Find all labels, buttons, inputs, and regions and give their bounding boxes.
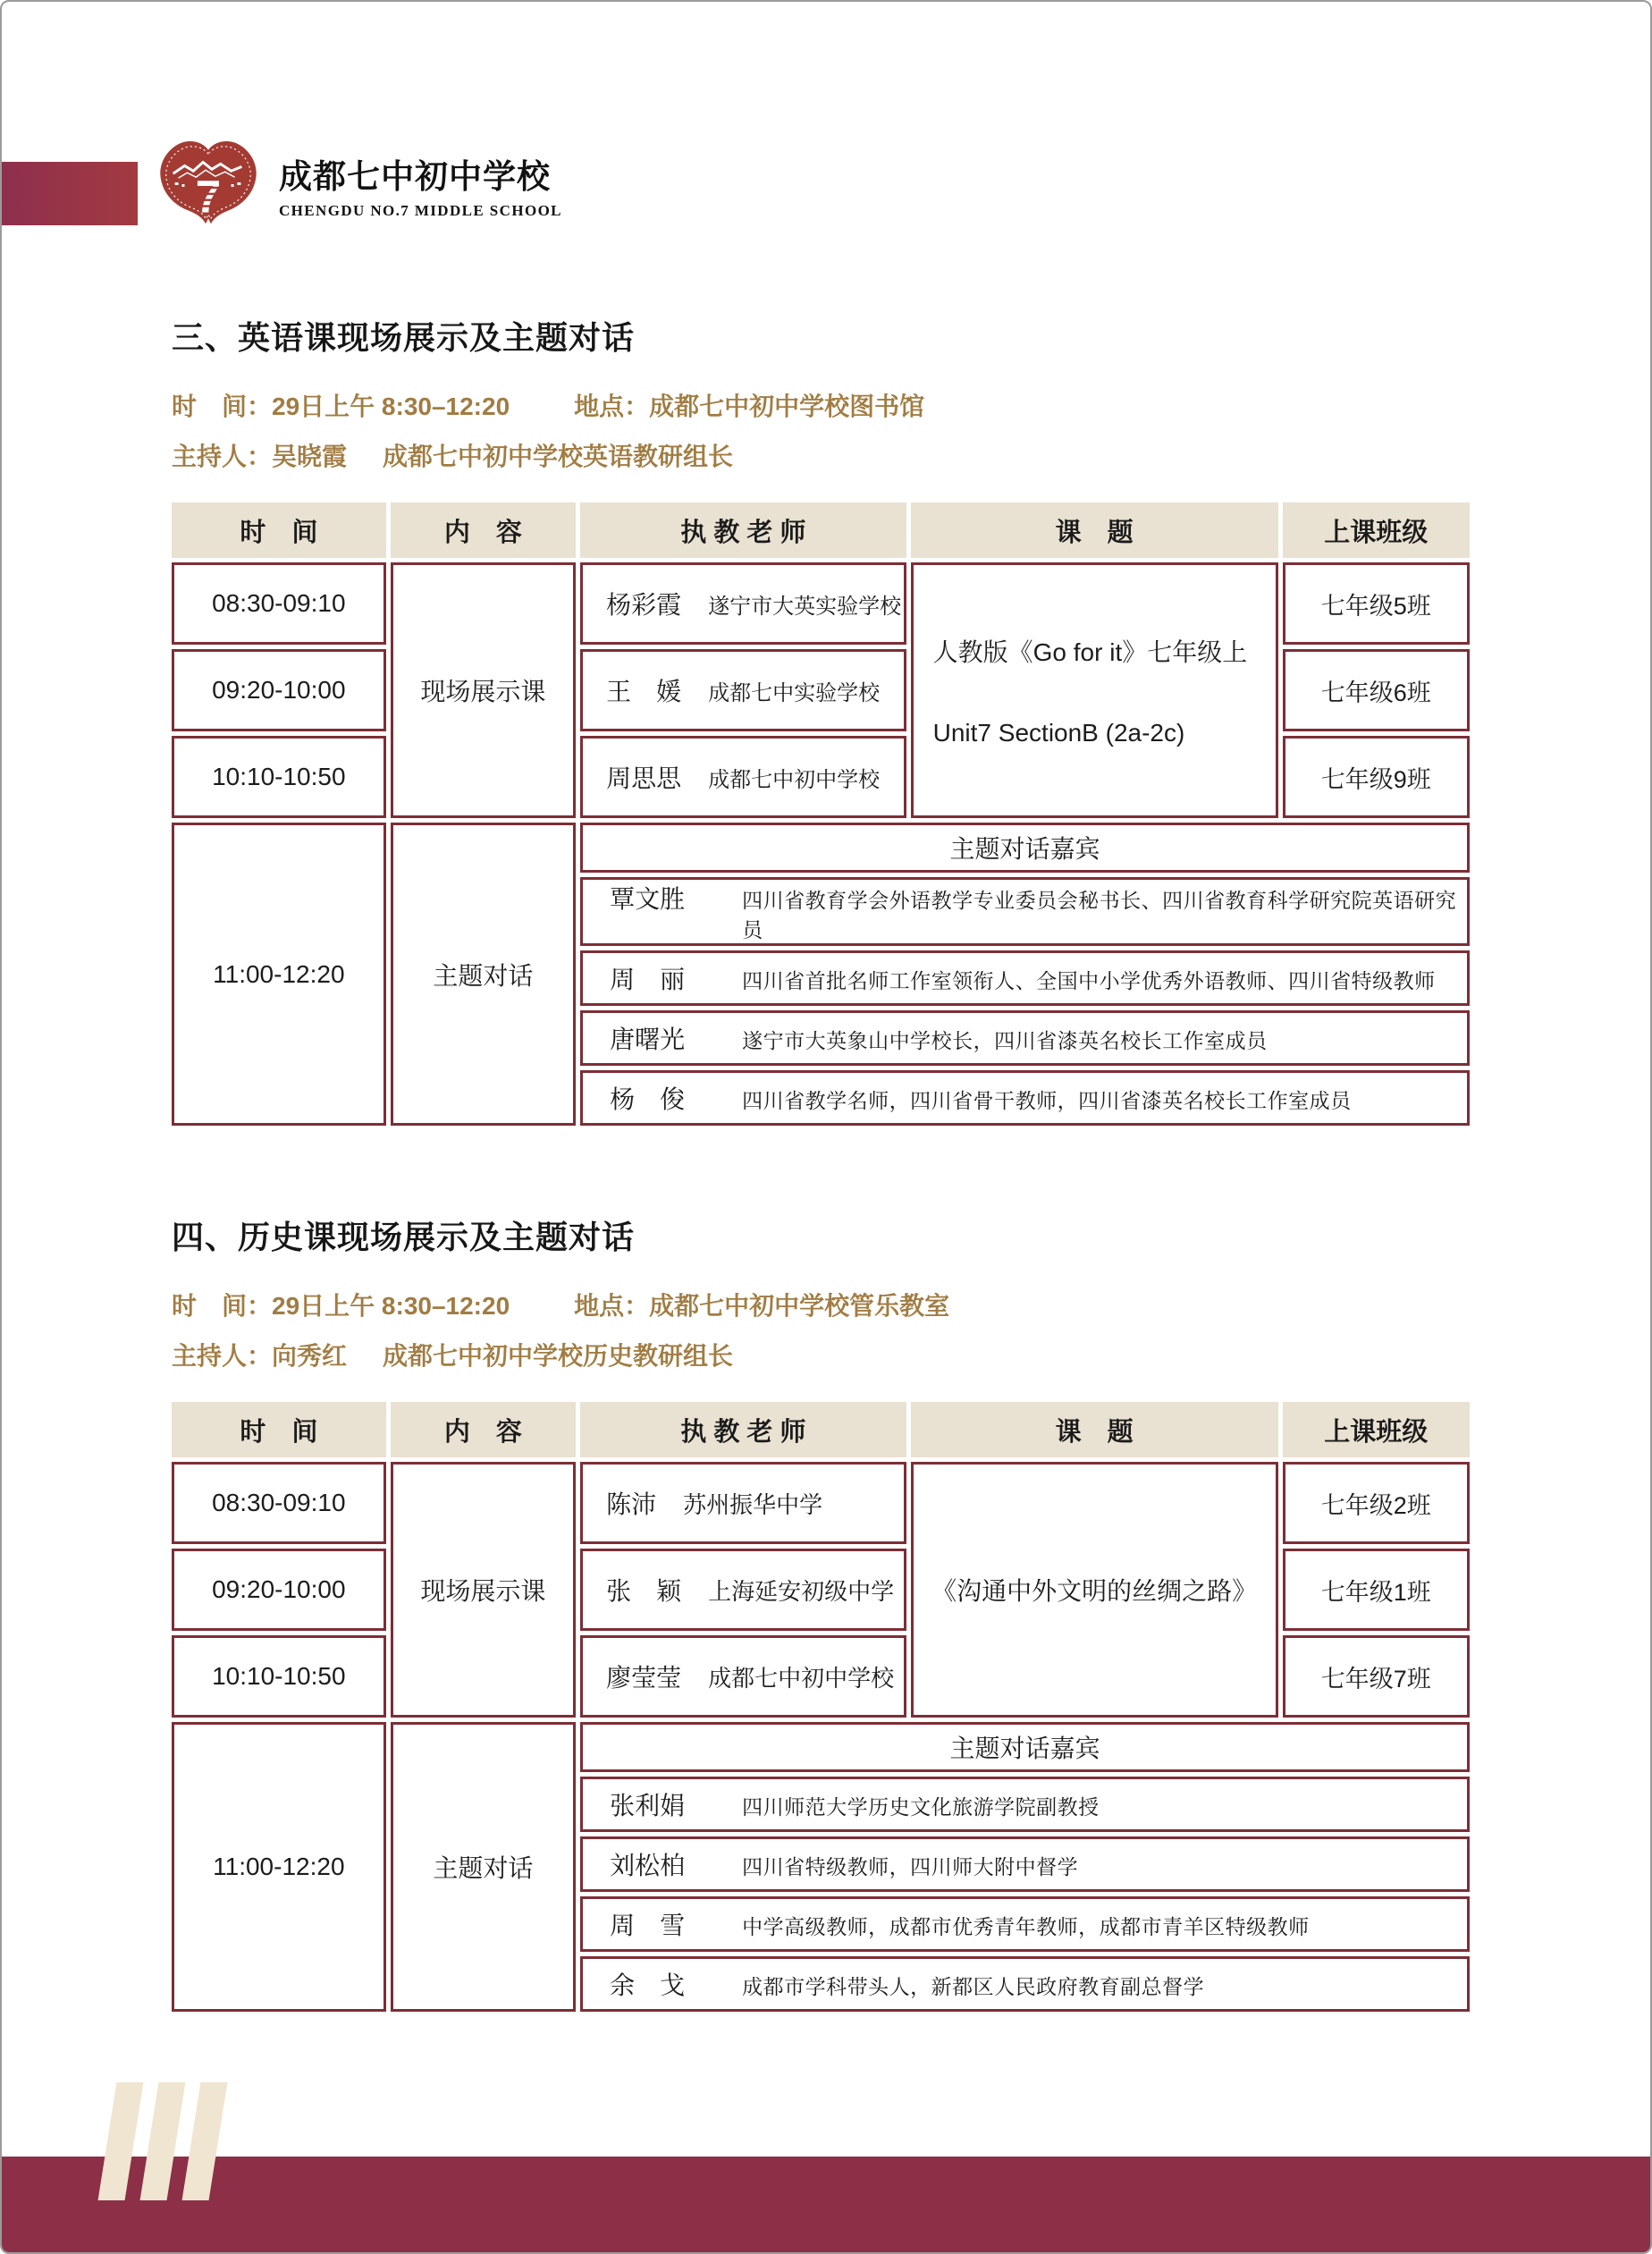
cell-guest: [580, 1836, 1470, 1892]
cell-guest-header: 主题对话嘉宾: [580, 823, 1470, 873]
guest-desc: 成都市学科带头人，新都区人民政府教育副总督学: [742, 1976, 1205, 1999]
teacher-name: 廖莹莹: [606, 1664, 682, 1692]
teacher-school: 成都七中初中学校: [708, 767, 881, 792]
school-name-block: [279, 149, 562, 220]
cell-dialog-label: 主题对话: [391, 823, 576, 1126]
cell-time: 10:10-10:50: [172, 1635, 386, 1718]
meta-time-place: [172, 387, 1479, 423]
header-class: 上课班级: [1283, 502, 1471, 558]
cell-time: 08:30-09:10: [172, 562, 386, 645]
meta-host-org: 成都七中初中学校英语教研组长: [383, 443, 734, 470]
guest-desc: 四川省首批名师工作室领衔人、全国中小学优秀外语教师、四川省特级教师: [742, 970, 1436, 993]
guest-name: 张利娟: [610, 1792, 686, 1819]
cell-class: 七年级6班: [1283, 649, 1471, 731]
guest-desc: 四川师范大学历史文化旅游学院副教授: [742, 1796, 1100, 1819]
main-content: [172, 313, 1479, 2016]
school-name-cn: 成都七中初中学校: [279, 157, 551, 195]
teacher-name: 周思思: [606, 764, 682, 792]
guest-name: 周 丽: [610, 966, 686, 993]
guest-name: 杨 俊: [610, 1085, 686, 1113]
cell-time: 09:20-10:00: [172, 1549, 386, 1631]
svg-text:7: 7: [195, 171, 222, 223]
school-logo-icon: [156, 138, 261, 231]
cell-topic: [911, 1462, 1278, 1718]
teacher-name: 杨彩霞: [606, 591, 682, 619]
header-topic: 课 题: [911, 502, 1278, 558]
cell-class: 七年级2班: [1283, 1462, 1471, 1544]
guest-name: 周 雪: [610, 1912, 686, 1939]
teacher-school: 上海延安初级中学: [708, 1578, 895, 1605]
guest-desc: 四川省特级教师，四川师大附中督学: [742, 1856, 1079, 1879]
table-row: [172, 1462, 1470, 1544]
teacher-school: 苏州振华中学: [683, 1491, 823, 1518]
cell-time: 09:20-10:00: [172, 649, 386, 731]
meta-host-name: 主持人：吴晓霞: [172, 443, 348, 470]
cell-time: 10:10-10:50: [172, 736, 386, 818]
cell-guest: [580, 1896, 1470, 1952]
cell-class: 七年级5班: [1283, 562, 1471, 645]
header-time: 时 间: [172, 1402, 386, 1457]
guest-desc: 中学高级教师，成都市优秀青年教师，成都市青羊区特级教师: [742, 1916, 1310, 1939]
cell-teacher: [580, 649, 906, 731]
cell-dialog-time: 11:00-12:20: [172, 1722, 386, 2012]
cell-demo-label: 现场展示课: [391, 562, 576, 818]
cell-teacher: [580, 562, 906, 645]
cell-class: 七年级1班: [1283, 1549, 1471, 1631]
guest-name: 余 戈: [610, 1971, 686, 1999]
section-title: 四、历史课现场展示及主题对话: [172, 1219, 636, 1255]
teacher-name: 陈沛: [606, 1490, 657, 1518]
guest-desc: 遂宁市大英象山中学校长，四川省漆英名校长工作室成员: [742, 1030, 1268, 1053]
history-schedule-table: [167, 1397, 1474, 2016]
cell-class: 七年级9班: [1283, 736, 1471, 818]
cell-guest-header: 主题对话嘉宾: [580, 1722, 1470, 1772]
table-row: [172, 562, 1470, 645]
cell-teacher: [580, 1635, 906, 1718]
teacher-name: 王 媛: [606, 678, 682, 705]
guest-desc: 四川省教育学会外语教学专业委员会秘书长、四川省教育科学研究院英语研究员: [742, 890, 1457, 942]
section-history: [172, 1212, 1479, 2016]
slash-bar: [98, 2082, 144, 2200]
section-meta: [172, 387, 1479, 473]
table-header-row: [172, 1402, 1470, 1457]
cell-dialog-label: 主题对话: [391, 1722, 576, 2012]
left-accent-bar: [2, 162, 138, 225]
meta-host: [172, 437, 1479, 473]
teacher-school: 成都七中初中学校: [708, 1665, 895, 1692]
cell-time: 08:30-09:10: [172, 1462, 386, 1544]
cell-dialog-time: 11:00-12:20: [172, 823, 386, 1126]
header-teacher: 执 教 老 师: [580, 502, 906, 558]
header-content: 内 容: [391, 502, 576, 558]
cell-demo-label: 现场展示课: [391, 1462, 576, 1718]
school-header: [156, 138, 562, 231]
table-row: [172, 1722, 1470, 1772]
guest-name: 刘松柏: [610, 1852, 686, 1879]
header-time: 时 间: [172, 502, 386, 558]
cell-teacher: [580, 1462, 906, 1544]
meta-host-name: 主持人：向秀红: [172, 1342, 348, 1370]
topic-line-1: 人教版《Go for it》七年级上: [932, 638, 1248, 666]
cell-guest: [580, 1956, 1470, 2012]
section-meta: [172, 1287, 1479, 1372]
guest-name: 唐曙光: [610, 1026, 686, 1053]
meta-place: 地点：成都七中初中学校图书馆: [574, 393, 925, 420]
meta-host: [172, 1337, 1479, 1372]
cell-class: 七年级7班: [1283, 1635, 1471, 1718]
cell-topic: [911, 562, 1278, 818]
cell-guest: [580, 877, 1470, 946]
cell-guest: [580, 1070, 1470, 1126]
slash-bar: [140, 2082, 186, 2200]
meta-time: 时 间：29日上午 8:30–12:20: [172, 1292, 510, 1320]
decorative-slashes: [107, 2082, 218, 2200]
cell-teacher: [580, 736, 906, 818]
meta-time: 时 间：29日上午 8:30–12:20: [172, 393, 510, 420]
topic-line-1: 《沟通中外文明的丝绸之路》: [931, 1577, 1258, 1605]
teacher-school: 成都七中实验学校: [708, 680, 881, 705]
meta-host-org: 成都七中初中学校历史教研组长: [383, 1342, 734, 1370]
header-class: 上课班级: [1283, 1402, 1471, 1457]
teacher-school: 遂宁市大英实验学校: [708, 594, 902, 619]
cell-guest: [580, 1777, 1470, 1832]
header-content: 内 容: [391, 1402, 576, 1457]
footer-band: [2, 2157, 1650, 2252]
table-row: [172, 823, 1470, 873]
guest-name: 覃文胜: [610, 885, 686, 913]
meta-place: 地点：成都七中初中学校管乐教室: [574, 1292, 950, 1320]
header-topic: 课 题: [911, 1402, 1278, 1457]
teacher-name: 张 颖: [606, 1577, 682, 1605]
english-schedule-table: [167, 498, 1474, 1130]
topic-line-2: Unit7 SectionB (2a-2c): [932, 719, 1185, 747]
cell-guest: [580, 950, 1470, 1006]
guest-desc: 四川省教学名师，四川省骨干教师，四川省漆英名校长工作室成员: [742, 1090, 1352, 1113]
cell-teacher: [580, 1549, 906, 1631]
school-name-en: CHENGDU NO.7 MIDDLE SCHOOL: [279, 201, 562, 219]
section-english: [172, 313, 1479, 1130]
header-teacher: 执 教 老 师: [580, 1402, 906, 1457]
table-header-row: [172, 502, 1470, 558]
section-title: 三、英语课现场展示及主题对话: [172, 319, 636, 356]
cell-guest: [580, 1010, 1470, 1066]
meta-time-place: [172, 1287, 1479, 1322]
